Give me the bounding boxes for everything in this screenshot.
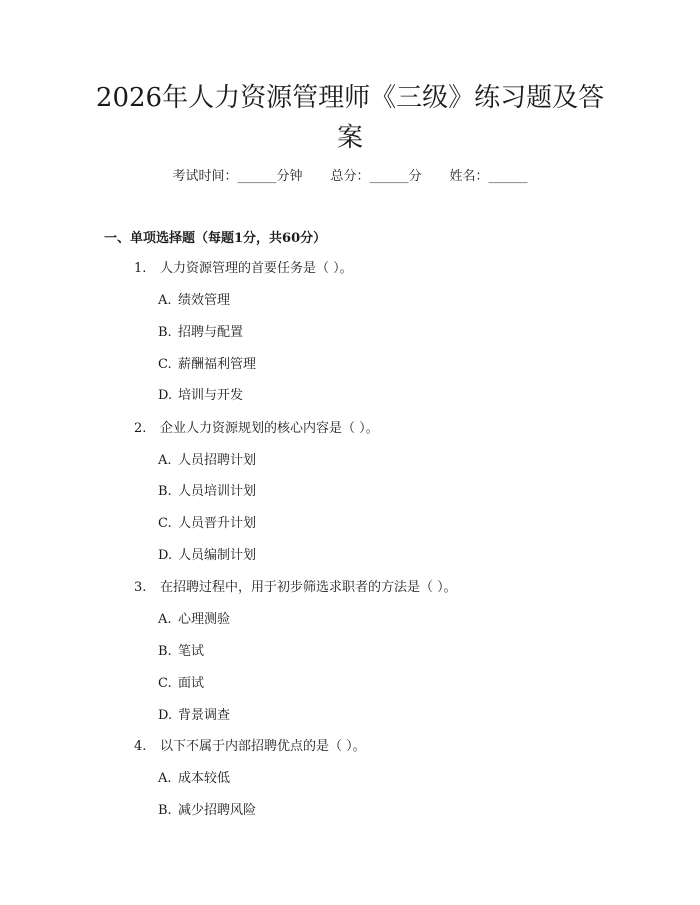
option-label: B. <box>158 484 172 499</box>
option-text: 背景调查 <box>178 708 231 723</box>
option-label: A. <box>158 612 172 627</box>
option-3d <box>158 705 230 727</box>
option-1c <box>158 354 256 376</box>
option-label: C. <box>158 676 172 691</box>
question-number: 3. <box>134 580 147 595</box>
option-label: C. <box>158 516 172 531</box>
question-text: 企业人力资源规划的核心内容是（ ）。 <box>160 421 379 436</box>
option-text: 招聘与配置 <box>178 325 244 340</box>
option-4a <box>158 768 230 790</box>
option-text: 人员培训计划 <box>178 484 257 499</box>
option-label: A. <box>158 453 172 468</box>
name-field: 姓名：______ <box>449 169 528 184</box>
option-text: 成本较低 <box>178 771 231 786</box>
question-3 <box>134 577 457 599</box>
option-text: 薪酬福利管理 <box>178 357 257 372</box>
option-label: C. <box>158 357 172 372</box>
option-text: 笔试 <box>178 644 205 659</box>
exam-meta <box>0 166 700 188</box>
option-label: D. <box>158 388 173 403</box>
option-text: 心理测验 <box>178 612 231 627</box>
option-label: D. <box>158 708 173 723</box>
question-text: 在招聘过程中，用于初步筛选求职者的方法是（ ）。 <box>160 580 457 595</box>
option-label: A. <box>158 293 172 308</box>
option-2c <box>158 513 256 535</box>
option-2b <box>158 481 256 503</box>
question-number: 2. <box>134 421 147 436</box>
option-text: 减少招聘风险 <box>178 803 257 818</box>
total-score-field: 总分：______分 <box>330 169 422 184</box>
section-heading: 一、单项选择题（每题1分，共60分） <box>104 231 327 246</box>
question-text: 人力资源管理的首要任务是（ ）。 <box>160 261 353 276</box>
option-3b <box>158 641 204 663</box>
option-text: 面试 <box>178 676 205 691</box>
document-title: 2026年人力资源管理师《三级》练习题及答案 <box>95 83 605 153</box>
option-3a <box>158 609 230 631</box>
question-2 <box>134 418 379 440</box>
option-label: D. <box>158 548 173 563</box>
option-2a <box>158 450 256 472</box>
option-1d <box>158 385 243 407</box>
option-text: 人员招聘计划 <box>178 453 257 468</box>
question-text: 以下不属于内部招聘优点的是（ ）。 <box>160 739 366 754</box>
option-4b <box>158 800 256 822</box>
option-3c <box>158 673 204 695</box>
exam-time-field: 考试时间：______分钟 <box>172 169 303 184</box>
option-label: B. <box>158 325 172 340</box>
question-number: 4. <box>134 739 147 754</box>
option-label: B. <box>158 644 172 659</box>
option-1a <box>158 290 230 312</box>
option-text: 人员晋升计划 <box>178 516 257 531</box>
question-1 <box>134 258 353 280</box>
option-text: 人员编制计划 <box>178 548 257 563</box>
question-number: 1. <box>134 261 147 276</box>
option-1b <box>158 322 243 344</box>
option-text: 培训与开发 <box>178 388 244 403</box>
question-4 <box>134 736 366 758</box>
option-label: A. <box>158 771 172 786</box>
option-label: B. <box>158 803 172 818</box>
option-text: 绩效管理 <box>178 293 231 308</box>
option-2d <box>158 545 256 567</box>
